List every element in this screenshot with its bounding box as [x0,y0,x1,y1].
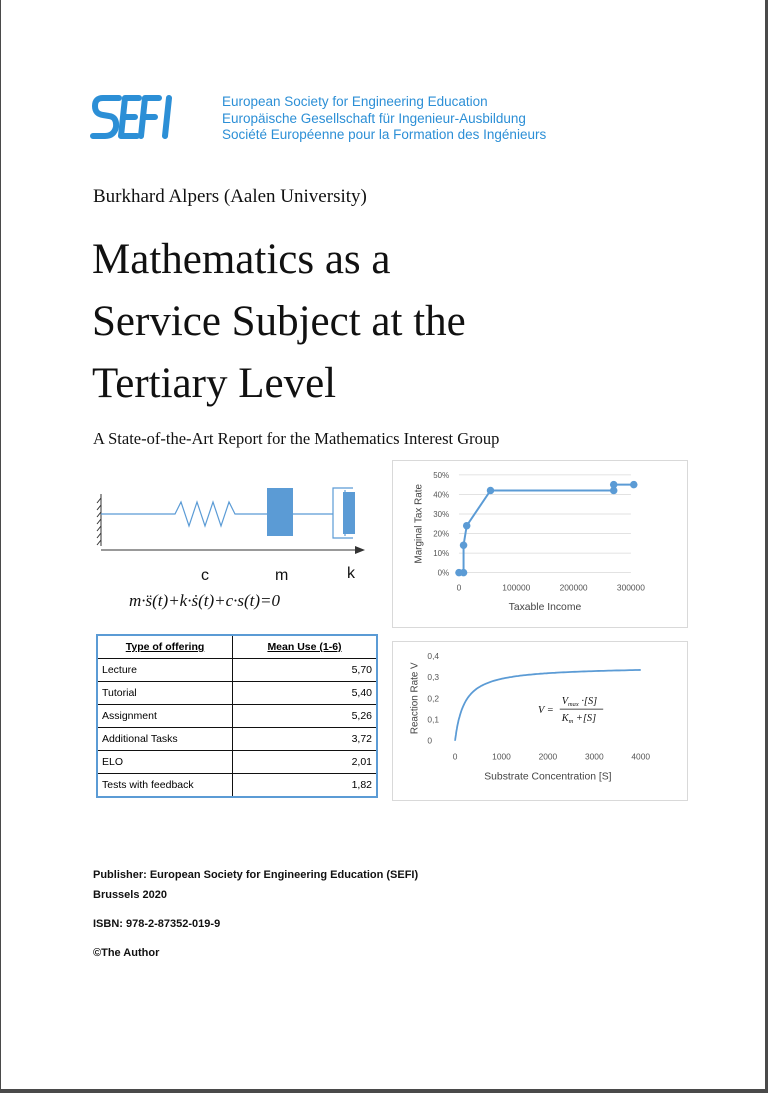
y-tick-label: 0,4 [427,650,440,661]
table-row [97,728,377,751]
x-axis-label: Taxable Income [508,602,582,614]
y-tick-label: 0,2 [427,693,440,704]
y-tick-label: 50% [433,470,450,480]
data-point [630,481,638,489]
data-point [463,522,471,530]
y-tick-label: 30% [433,509,450,519]
mass-block [267,488,293,536]
mean-use: 5,70 [233,659,378,682]
org-name-fr: Société Européenne pour la Formation des Ingénieurs [222,127,547,142]
organization-names [222,94,546,144]
spring [101,502,267,526]
data-point [487,487,495,495]
y-tick-label: 10% [433,549,450,559]
x-tick-label: 0 [456,582,462,593]
michaelis-menten-formula [538,696,603,725]
x-tick-label: 100000 [502,582,531,593]
x-tick-label: 4000 [631,751,651,762]
mean-use: 3,72 [233,728,378,751]
wall-hatching [97,498,101,545]
table-row [97,751,377,774]
series-line [459,485,634,573]
x-tick-label: 300000 [616,582,645,593]
y-tick-label: 20% [433,529,450,539]
mean-use: 1,82 [233,774,378,798]
title-line: Tertiary Level [92,360,337,407]
table-header-row [97,635,377,659]
reaction-rate-chart [392,641,688,801]
title-line: Service Subject at the [92,298,466,345]
copyright: ©The Author [93,947,160,959]
formula-denominator: Km +[S] [561,713,597,725]
x-tick-label: 200000 [559,582,588,593]
formula-numerator: Vmax ·[S] [561,696,598,709]
damper-piston [343,492,355,534]
offering-type: Tutorial [97,682,233,705]
label-k: k [347,565,355,582]
data-point [460,542,468,550]
column-header: Type of offering [97,635,233,659]
label-c: c [201,567,209,584]
data-point [460,569,468,577]
mean-use: 5,40 [233,682,378,705]
offering-type: Assignment [97,705,233,728]
y-tick-label: 0 [427,735,433,746]
offering-type: Additional Tasks [97,728,233,751]
document-page [1,0,765,1089]
x-axis-label: Substrate Concentration [S] [484,771,612,783]
x-tick-label: 2000 [538,751,558,762]
x-tick-label: 1000 [492,751,511,762]
mean-use: 2,01 [233,751,378,774]
y-tick-label: 0,3 [427,672,440,683]
mean-use: 5,26 [233,705,378,728]
x-tick-label: 0 [452,751,458,762]
author-line: Burkhard Alpers (Aalen University) [93,186,367,207]
equation-of-motion: m·s̈(t)+k·ṡ(t)+c·s(t)=0 [129,591,281,610]
table-row [97,659,377,682]
y-tick-label: 0,1 [427,714,440,725]
isbn: ISBN: 978-2-87352-019-9 [93,918,221,930]
publication-place-year: Brussels 2020 [93,889,167,901]
document-title [92,229,712,415]
y-tick-label: 0% [437,568,450,578]
table-row [97,682,377,705]
formula-lhs: V = [538,705,554,717]
y-axis-label: Marginal Tax Rate [413,484,425,564]
publisher-line: Publisher: European Society for Engineering Education (SEFI) [93,869,419,881]
logo-mark-text: SEFI [89,79,122,96]
offering-type: Lecture [97,659,233,682]
offering-type: Tests with feedback [97,774,233,798]
x-tick-label: 3000 [584,751,604,762]
table-row [97,774,377,798]
org-name-en: European Society for Engineering Education [222,94,488,109]
column-header: Mean Use (1-6) [233,635,378,659]
org-name-de: Europäische Gesellschaft für Ingenieur-Ausbildung [222,110,526,126]
sefi-logo [89,79,213,142]
label-m: m [275,567,289,584]
y-axis-label: Reaction Rate V [409,662,421,735]
data-point [610,481,618,489]
title-line: Mathematics as a [92,236,391,283]
document-subtitle: A State-of-the-Art Report for the Mathematics Interest Group [93,429,500,448]
offering-type: ELO [97,751,233,774]
axis-arrowhead [355,546,365,554]
table-row [97,705,377,728]
y-tick-label: 40% [433,490,450,500]
marginal-tax-rate-chart [392,460,688,628]
offering-usage-table [96,634,378,798]
